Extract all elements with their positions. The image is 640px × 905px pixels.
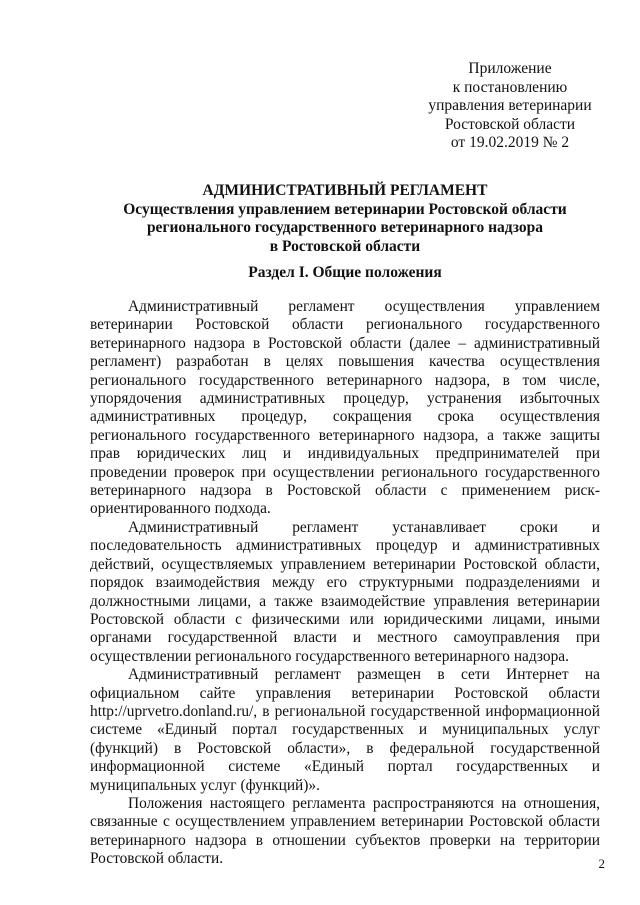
document-body	[90, 298, 600, 869]
body-paragraph: Административный регламент размещен в сети Интернет на официальном сайте управления ветеринарии Ростовской области http://uprvetro.donland.ru/, в региональной государственной информационной системе «Единый портал государственных и муниципальных услуг (функций) в Ростовской области», в федеральной государственной информационной системе «Единый портал государственных и муниципальных услуг (функций)».	[90, 666, 600, 794]
page-number: 2	[598, 856, 605, 871]
document-title: АДМИНИСТРАТИВНЫЙ РЕГЛАМЕНТ	[202, 182, 488, 199]
document-title-block	[90, 182, 600, 256]
body-paragraph: Административный регламент устанавливает сроки и последовательность административных процедур и административных действий, осуществляемых управлением ветеринарии Ростовской области, порядок взаимодействия между его структурными подразделениями и должностными лицами, а также взаимодействие управления ветеринарии Ростовской области с физическими или юридическими лицами, иными органами государственной власти и местного самоуправления при осуществлении регионального государственного ветеринарного надзора.	[90, 518, 600, 665]
document-subtitle-line: Осуществления управлением ветеринарии Ростовской области	[123, 200, 567, 218]
document-subtitle-line: регионального государственного ветеринарного надзора	[146, 219, 544, 236]
body-paragraph: Положения настоящего регламента распространяются на отношения, связанные с осуществлением управлением ветеринарии Ростовской области ветеринарного надзора в отношении субъектов проверки на территории Ростовской области.	[90, 794, 600, 868]
appendix-line: к постановлению	[452, 78, 568, 96]
appendix-date-line: от 19.02.2019 № 2	[450, 134, 570, 151]
body-paragraph: Административный регламент осуществления управлением ветеринарии Ростовской области регионального государственного ветеринарного надзора в Ростовской области (далее – административный регламент) разработан в целях повышения качества осуществления регионального государственного ветеринарного надзора, в том числе, упорядочения административных процедур, устранения избыточных административных процедур, сокращения срока осуществления регионального государственного ветеринарного надзора, а также защиты прав юридических лиц и индивидуальных предпринимателей при проведении проверок при осуществлении регионального государственного ветеринарного надзора в Ростовской области с применением риск-ориентированного подхода.	[90, 298, 600, 518]
document-subtitle-line: в Ростовской области	[269, 237, 421, 255]
appendix-line: управления ветеринарии	[428, 97, 592, 114]
appendix-line: Приложение	[468, 60, 552, 77]
appendix-line: Ростовской области	[444, 115, 576, 133]
appendix-block	[400, 60, 620, 153]
section-heading: Раздел I. Общие положения	[248, 264, 442, 281]
